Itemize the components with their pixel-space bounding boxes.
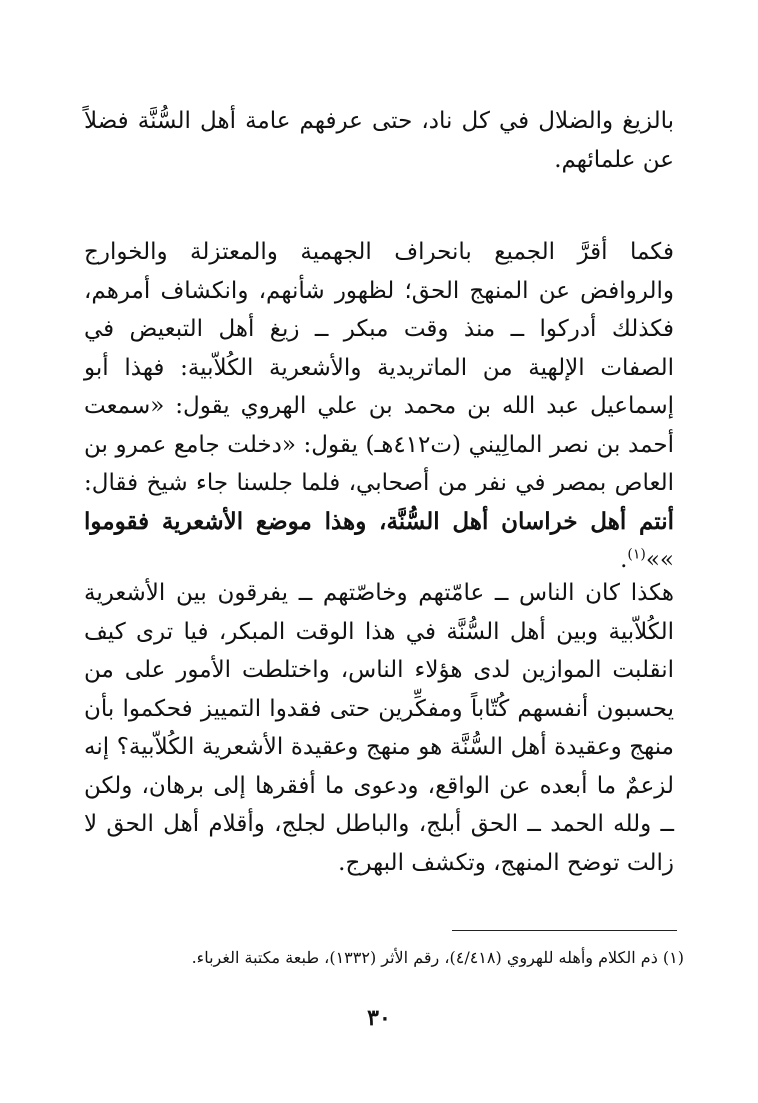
paragraph-1 <box>84 102 674 179</box>
paragraph-3-text: هكذا كان الناس ــ عامّتهم وخاصّتهم ــ يفرقون بين الأشعرية الكُلاّبية وبين أهل السُّنَّة في هذا الوقت المبكر، فيا ترى كيف انقلبت الموازين لدى هؤلاء الناس، واختلطت الأمور على من يحسبون أنفسهم كُتّاباً ومفكِّرين حتى فقدوا التمييز فحكموا بأن منهج وعقيدة أهل السُّنَّة هو منهج وعقيدة الأشعرية الكُلاّبية؟ إنه لزعمٌ ما أبعده عن الواقع، ودعوى ما أفقرها إلى برهان، ولكن ــ ولله الحمد ــ الحق أبلج، والباطل لجلج، وأقلام أهل الحق لا زالت توضح المنهج، وتكشف البهرج. <box>84 580 674 876</box>
paragraph-3 <box>84 574 674 882</box>
footnote-text: (١) ذم الكلام وأهله للهروي (٤/٤١٨)، رقم الأثر (١٣٣٢)، طبعة مكتبة الغرباء. <box>191 948 684 967</box>
paragraph-2-closing-quotes: »» <box>645 547 674 573</box>
paragraph-2-bold-quote: أنتم أهل خراسان أهل السُّنَّة، وهذا موضع الأشعرية فقوموا <box>84 507 674 535</box>
footnote-divider <box>452 930 677 931</box>
paragraph-2-end: . <box>620 547 628 573</box>
paragraph-1-text: بالزيغ والضلال في كل ناد، حتى عرفهم عامة أهل السُّنَّة فضلاً عن علمائهم. <box>84 108 674 173</box>
paragraph-2 <box>84 233 674 580</box>
paragraph-2-text: فكما أقرَّ الجميع بانحراف الجهمية والمعتزلة والخوارج والروافض عن المنهج الحق؛ لظهور شأنهم، وانكشاف أمرهم، فكذلك أدركوا ــ منذ وقت مبكر ــ زيغ أهل التبعيض في الصفات الإلهية من الماتريدية والأشعرية الكُلاّبية: فهذا أبو إسماعيل عبد الله بن محمد بن علي الهروي يقول: «سمعت أحمد بن نصر المالِيني (ت٤١٢هـ) يقول: «دخلت جامع عمرو بن العاص بمصر في نفر من أصحابي، فلما جلسنا جاء شيخ فقال: <box>84 239 674 496</box>
page-number: ٣٠ <box>367 1005 391 1031</box>
footnote <box>84 945 684 971</box>
footnote-reference[interactable]: (١) <box>627 546 646 563</box>
